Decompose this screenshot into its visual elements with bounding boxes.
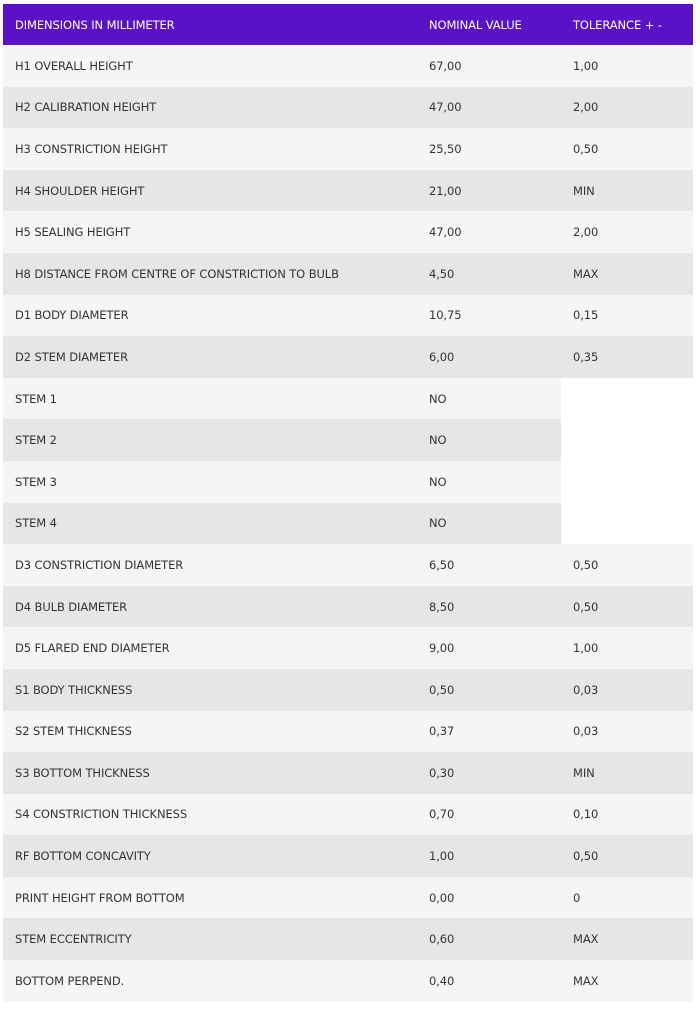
tolerance-cell: 0,50 [561,835,693,877]
nominal-value-cell: 47,00 [417,211,561,253]
nominal-value-cell: 0,37 [417,711,561,753]
nominal-value-cell: 0,40 [417,960,561,1002]
nominal-value-cell: 0,50 [417,669,561,711]
dimension-cell: D4 BULB DIAMETER [3,586,417,628]
tolerance-cell [561,503,693,545]
table-row [3,752,693,794]
header-dimensions: DIMENSIONS IN MILLIMETER [3,4,417,45]
table-row [3,835,693,877]
dimension-cell: H3 CONSTRICTION HEIGHT [3,128,417,170]
dimension-cell: S1 BODY THICKNESS [3,669,417,711]
dimension-cell: RF BOTTOM CONCAVITY [3,835,417,877]
tolerance-cell: MAX [561,960,693,1002]
table-row [3,544,693,586]
table-row [3,586,693,628]
table-body [3,45,693,1002]
table-row [3,378,693,420]
tolerance-cell: 0,50 [561,586,693,628]
tolerance-cell [561,461,693,503]
dimension-cell: H8 DISTANCE FROM CENTRE OF CONSTRICTION TO BULB [3,253,417,295]
nominal-value-cell: 4,50 [417,253,561,295]
table-row [3,170,693,212]
table-row [3,87,693,129]
tolerance-cell: 2,00 [561,87,693,129]
nominal-value-cell: 0,00 [417,877,561,919]
nominal-value-cell: 21,00 [417,170,561,212]
nominal-value-cell: 47,00 [417,87,561,129]
tolerance-cell: 0,10 [561,794,693,836]
tolerance-cell: 0,50 [561,544,693,586]
nominal-value-cell: 0,60 [417,918,561,960]
tolerance-cell: 1,00 [561,45,693,87]
dimension-cell: D1 BODY DIAMETER [3,295,417,337]
dimension-cell: D2 STEM DIAMETER [3,336,417,378]
nominal-value-cell: 8,50 [417,586,561,628]
table-row [3,461,693,503]
dimension-cell: STEM 1 [3,378,417,420]
nominal-value-cell: NO [417,378,561,420]
nominal-value-cell: 0,70 [417,794,561,836]
nominal-value-cell: 25,50 [417,128,561,170]
tolerance-cell: 0,50 [561,128,693,170]
tolerance-cell: 0,03 [561,669,693,711]
dimension-cell: STEM 2 [3,419,417,461]
nominal-value-cell: NO [417,461,561,503]
dimension-cell: S4 CONSTRICTION THICKNESS [3,794,417,836]
dimension-cell: STEM ECCENTRICITY [3,918,417,960]
table-row [3,253,693,295]
nominal-value-cell: 1,00 [417,835,561,877]
dimension-cell: H5 SEALING HEIGHT [3,211,417,253]
nominal-value-cell: 67,00 [417,45,561,87]
dimension-cell: PRINT HEIGHT FROM BOTTOM [3,877,417,919]
dimension-cell: H2 CALIBRATION HEIGHT [3,87,417,129]
tolerance-cell: 0,03 [561,711,693,753]
dimension-cell: D5 FLARED END DIAMETER [3,627,417,669]
table-row [3,336,693,378]
dimension-cell: S2 STEM THICKNESS [3,711,417,753]
table-row [3,45,693,87]
tolerance-cell: MAX [561,918,693,960]
dimension-cell: STEM 3 [3,461,417,503]
dimension-cell: S3 BOTTOM THICKNESS [3,752,417,794]
table-row [3,877,693,919]
tolerance-cell [561,378,693,420]
tolerance-cell: 2,00 [561,211,693,253]
dimension-cell: H4 SHOULDER HEIGHT [3,170,417,212]
table-row [3,794,693,836]
header-nominal-value: NOMINAL VALUE [417,4,561,45]
nominal-value-cell: 9,00 [417,627,561,669]
tolerance-cell: MIN [561,170,693,212]
table-row [3,669,693,711]
dimension-cell: D3 CONSTRICTION DIAMETER [3,544,417,586]
nominal-value-cell: NO [417,503,561,545]
tolerance-cell [561,419,693,461]
tolerance-cell: MIN [561,752,693,794]
tolerance-cell: MAX [561,253,693,295]
dimension-cell: H1 OVERALL HEIGHT [3,45,417,87]
table-row [3,960,693,1002]
dimension-cell: BOTTOM PERPEND. [3,960,417,1002]
tolerance-cell: 0 [561,877,693,919]
nominal-value-cell: 10,75 [417,295,561,337]
nominal-value-cell: 6,00 [417,336,561,378]
table-row [3,711,693,753]
nominal-value-cell: NO [417,419,561,461]
tolerance-cell: 0,35 [561,336,693,378]
dimensions-table [3,4,693,1002]
table-row [3,503,693,545]
nominal-value-cell: 0,30 [417,752,561,794]
nominal-value-cell: 6,50 [417,544,561,586]
table-row [3,627,693,669]
table-header-row [3,4,693,45]
header-tolerance: TOLERANCE + - [561,4,693,45]
table-row [3,419,693,461]
tolerance-cell: 1,00 [561,627,693,669]
table-row [3,918,693,960]
tolerance-cell: 0,15 [561,295,693,337]
dimension-cell: STEM 4 [3,503,417,545]
table-row [3,128,693,170]
table-row [3,295,693,337]
table-row [3,211,693,253]
